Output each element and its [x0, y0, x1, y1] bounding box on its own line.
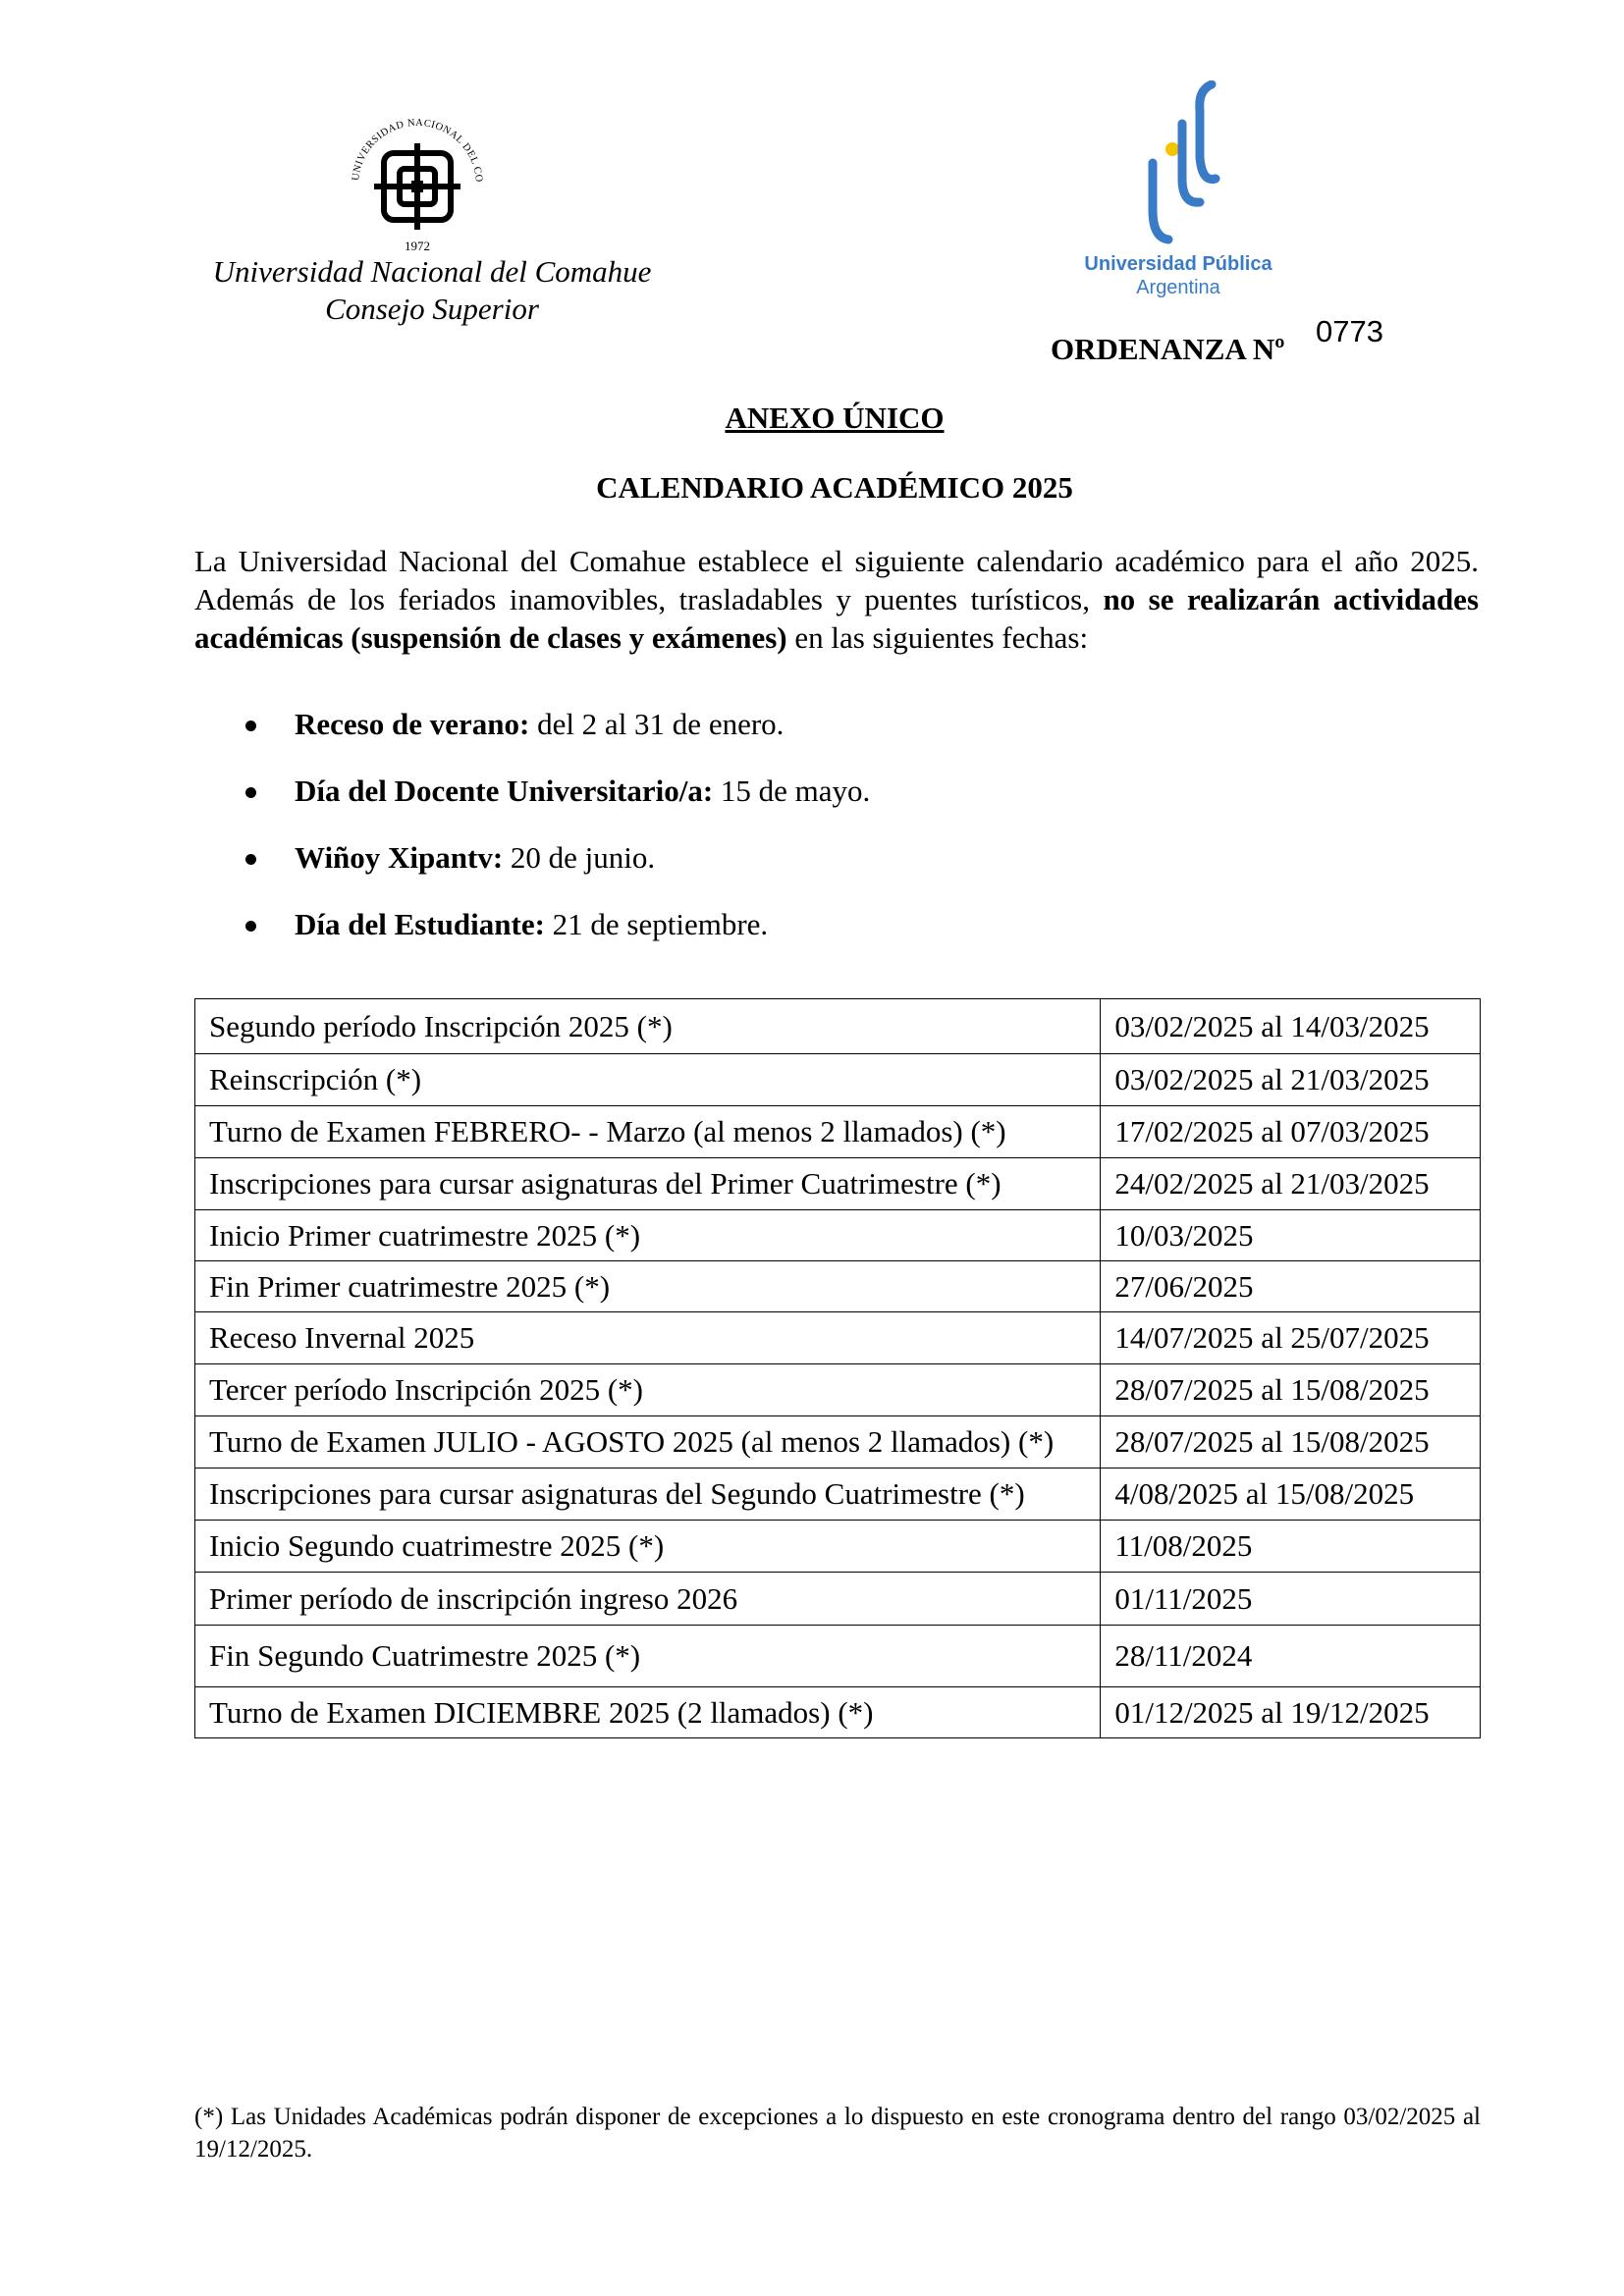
intro-text: La Universidad Nacional del Comahue establece el siguiente calendario académico para el año 2025. Además de los feriados inamovibles, trasladables y puentes turísticos,	[194, 544, 1479, 616]
calendar-activity: Reinscripción (*)	[195, 1054, 1101, 1106]
university-seal-icon	[334, 108, 501, 255]
calendar-row	[195, 1364, 1481, 1416]
calendar-activity: Receso Invernal 2025	[195, 1312, 1101, 1364]
calendar-dates: 14/07/2025 al 25/07/2025	[1101, 1312, 1481, 1364]
calendar-row	[195, 1312, 1481, 1364]
calendar-activity: Turno de Examen JULIO - AGOSTO 2025 (al menos 2 llamados) (*)	[195, 1416, 1101, 1468]
universidad-publica-argentina-logo-icon	[1060, 80, 1296, 306]
academic-calendar-table	[194, 998, 1481, 1738]
seal-text: UNIVERSIDAD NACIONAL DEL CO	[351, 117, 485, 184]
calendar-activity: Tercer período Inscripción 2025 (*)	[195, 1364, 1101, 1416]
seal-year: 1972	[405, 239, 430, 253]
calendar-row	[195, 1106, 1481, 1158]
bullet-item	[194, 905, 1373, 972]
calendar-dates: 4/08/2025 al 15/08/2025	[1101, 1468, 1481, 1521]
calendar-row	[195, 999, 1481, 1054]
calendar-row	[195, 1158, 1481, 1210]
bullet-text: 15 de mayo.	[713, 774, 871, 808]
calendar-dates: 27/06/2025	[1101, 1261, 1481, 1312]
upa-logo-line1: Universidad Pública	[1084, 253, 1272, 275]
upa-mark-icon	[1139, 80, 1227, 247]
calendar-activity: Inscripciones para cursar asignaturas del Segundo Cuatrimestre (*)	[195, 1468, 1101, 1521]
calendar-activity: Fin Primer cuatrimestre 2025 (*)	[195, 1261, 1101, 1312]
bullet-label: Día del Estudiante:	[295, 907, 545, 941]
bullet-label: Día del Docente Universitario/a:	[295, 774, 714, 808]
calendar-row	[195, 1054, 1481, 1106]
calendar-dates: 28/07/2025 al 15/08/2025	[1101, 1364, 1481, 1416]
intro-tail: en las siguientes fechas:	[786, 620, 1089, 655]
calendar-dates: 28/07/2025 al 15/08/2025	[1101, 1416, 1481, 1468]
calendar-row	[195, 1521, 1481, 1573]
institution-body: Consejo Superior	[325, 292, 539, 326]
intro-bold: no se realizarán actividades académicas (suspensión de clases y exámenes)	[194, 582, 1480, 655]
calendar-dates: 24/02/2025 al 21/03/2025	[1101, 1158, 1481, 1210]
bullet-label: Receso de verano:	[295, 707, 530, 741]
calendar-dates: 11/08/2025	[1101, 1521, 1481, 1573]
calendar-activity: Primer período de inscripción ingreso 2026	[195, 1573, 1101, 1626]
calendar-dates: 28/11/2024	[1101, 1626, 1481, 1687]
bullet-item	[194, 705, 1373, 772]
calendar-row	[195, 1687, 1481, 1738]
calendar-row	[195, 1416, 1481, 1468]
ordinance-number: 0773	[1316, 314, 1383, 348]
bullet-text: 21 de septiembre.	[544, 907, 769, 941]
calendar-activity: Turno de Examen DICIEMBRE 2025 (2 llamados) (*)	[195, 1687, 1101, 1738]
calendar-activity: Segundo período Inscripción 2025 (*)	[195, 999, 1101, 1054]
bullet-dot-icon	[245, 921, 256, 932]
footnote: (*) Las Unidades Académicas podrán disponer de excepciones a lo dispuesto en este cronograma dentro del rango 03/02/2025 al 19/12/2025.	[194, 2104, 1481, 2163]
calendar-activity: Fin Segundo Cuatrimestre 2025 (*)	[195, 1626, 1101, 1687]
calendar-dates: 17/02/2025 al 07/03/2025	[1101, 1106, 1481, 1158]
bullet-dot-icon	[245, 787, 256, 798]
bullet-dot-icon	[245, 721, 256, 731]
bullet-text: del 2 al 31 de enero.	[529, 707, 785, 741]
upa-logo-line2: Argentina	[1136, 277, 1220, 298]
ordinance-label: ORDENANZA Nº	[1051, 332, 1285, 366]
calendar-dates: 01/11/2025	[1101, 1573, 1481, 1626]
calendar-row	[195, 1210, 1481, 1261]
calendar-title: CALENDARIO ACADÉMICO 2025	[596, 470, 1073, 505]
calendar-activity: Inicio Primer cuatrimestre 2025 (*)	[195, 1210, 1101, 1261]
calendar-dates: 01/12/2025 al 19/12/2025	[1101, 1687, 1481, 1738]
bullet-label: Wiñoy Xipantv:	[295, 840, 504, 875]
calendar-row	[195, 1468, 1481, 1521]
calendar-activity: Turno de Examen FEBRERO- - Marzo (al menos 2 llamados) (*)	[195, 1106, 1101, 1158]
calendar-row	[195, 1573, 1481, 1626]
intro-paragraph	[194, 542, 1479, 657]
calendar-dates: 10/03/2025	[1101, 1210, 1481, 1261]
bullet-dot-icon	[245, 854, 256, 865]
calendar-row	[195, 1626, 1481, 1687]
calendar-activity: Inicio Segundo cuatrimestre 2025 (*)	[195, 1521, 1101, 1573]
bullet-text: 20 de junio.	[503, 840, 656, 875]
bullet-item	[194, 838, 1373, 905]
calendar-dates: 03/02/2025 al 21/03/2025	[1101, 1054, 1481, 1106]
no-activity-dates-list	[194, 705, 1373, 972]
calendar-activity: Inscripciones para cursar asignaturas del Primer Cuatrimestre (*)	[195, 1158, 1101, 1210]
calendar-row	[195, 1261, 1481, 1312]
calendar-dates: 03/02/2025 al 14/03/2025	[1101, 999, 1481, 1054]
annex-title: ANEXO ÚNICO	[725, 400, 945, 435]
institution-name: Universidad Nacional del Comahue	[212, 254, 652, 289]
bullet-item	[194, 772, 1373, 838]
